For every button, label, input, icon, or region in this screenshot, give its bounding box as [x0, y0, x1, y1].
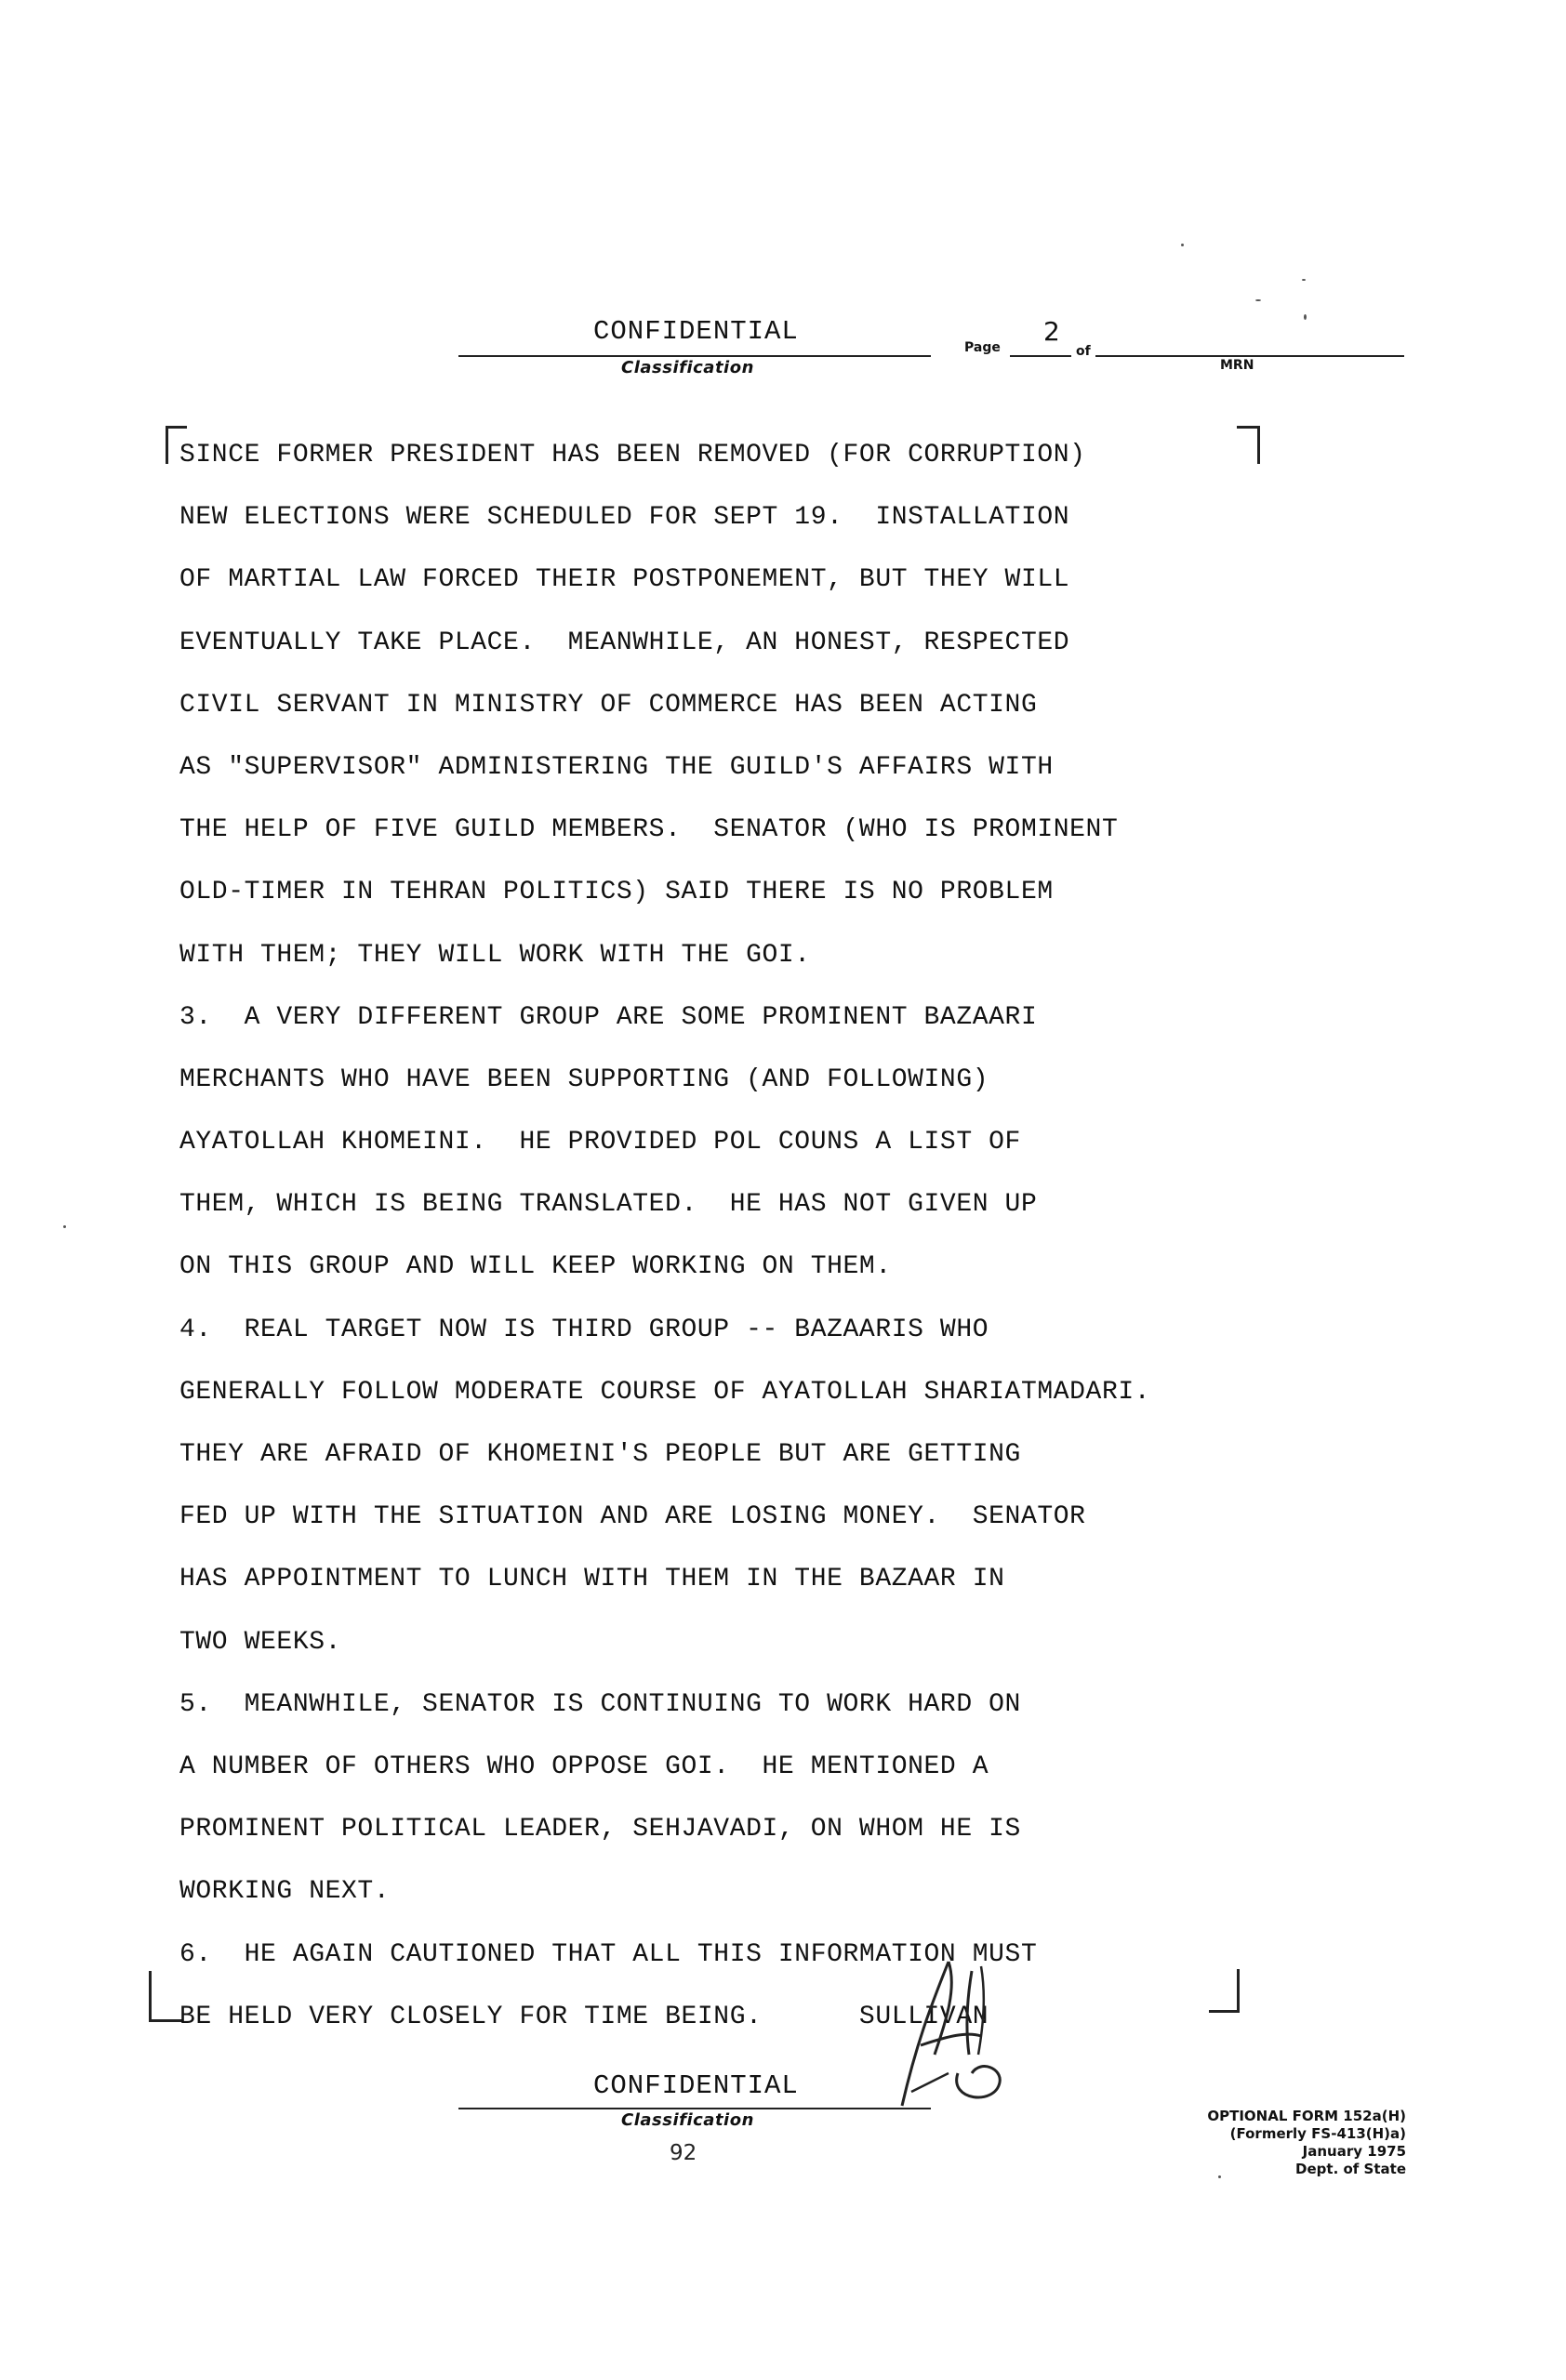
body-line: THE HELP OF FIVE GUILD MEMBERS. SENATOR (WHO IS PROMINENT [179, 815, 1119, 845]
body-line: EVENTUALLY TAKE PLACE. MEANWHILE, AN HONEST, RESPECTED [179, 628, 1070, 657]
body-line: A NUMBER OF OTHERS WHO OPPOSE GOI. HE MENTIONED A [179, 1752, 989, 1781]
body-line: AS "SUPERVISOR" ADMINISTERING THE GUILD'S AFFAIRS WITH [179, 752, 1054, 782]
footer-classification-rule [458, 2108, 931, 2109]
scan-speck [1304, 314, 1307, 320]
body-line: MERCHANTS WHO HAVE BEEN SUPPORTING (AND FOLLOWING) [179, 1064, 989, 1094]
footer-page-number: 92 [670, 2141, 697, 2165]
body-line: SINCE FORMER PRESIDENT HAS BEEN REMOVED (FOR CORRUPTION) [179, 441, 1086, 469]
signoff-line: BE HELD VERY CLOSELY FOR TIME BEING. SULLIVAN [179, 2002, 989, 2031]
body-line: PROMINENT POLITICAL LEADER, SEHJAVADI, ON WHOM HE IS [179, 1815, 1021, 1844]
scan-speck [63, 1225, 66, 1228]
body-line: HAS APPOINTMENT TO LUNCH WITH THEM IN THE BAZAAR IN [179, 1565, 1005, 1594]
header-classification-label: Classification [621, 358, 754, 377]
body-line: ON THIS GROUP AND WILL KEEP WORKING ON THEM. [179, 1252, 892, 1282]
header-classification-rule [458, 355, 931, 357]
mrn-rule [1095, 355, 1404, 357]
body-line: CIVIL SERVANT IN MINISTRY OF COMMERCE HAS BEEN ACTING [179, 690, 1038, 720]
bracket-bottom-left [149, 1971, 183, 2022]
scan-speck [1181, 244, 1184, 246]
form-line: (Formerly FS-413(H)a) [1229, 2125, 1406, 2142]
form-line: January 1975 [1302, 2143, 1406, 2160]
body-line: NEW ELECTIONS WERE SCHEDULED FOR SEPT 19. INSTALLATION [179, 503, 1070, 533]
form-designation [1079, 2108, 1406, 2178]
paragraph-5-line: 5. MEANWHILE, SENATOR IS CONTINUING TO WORK HARD ON [179, 1689, 1021, 1719]
header-classification: CONFIDENTIAL [593, 316, 799, 347]
form-line: Dept. of State [1295, 2161, 1406, 2177]
cable-body [179, 435, 1388, 2059]
scan-speck [1255, 299, 1261, 301]
handwritten-initials-icon [893, 1943, 1032, 2120]
page-number: 2 [1043, 316, 1060, 347]
scan-speck [1302, 279, 1306, 281]
form-line: OPTIONAL FORM 152a(H) [1207, 2108, 1406, 2124]
body-line: WITH THEM; THEY WILL WORK WITH THE GOI. [179, 940, 811, 970]
body-line: AYATOLLAH KHOMEINI. HE PROVIDED POL COUNS A LIST OF [179, 1128, 1021, 1157]
body-line: TWO WEEKS. [179, 1627, 342, 1657]
body-line: OLD-TIMER IN TEHRAN POLITICS) SAID THERE IS NO PROBLEM [179, 878, 1054, 907]
page-number-rule [1010, 355, 1071, 357]
footer-classification-label: Classification [621, 2110, 754, 2130]
body-line: OF MARTIAL LAW FORCED THEIR POSTPONEMENT, BUT THEY WILL [179, 565, 1070, 595]
body-line: WORKING NEXT. [179, 1877, 391, 1907]
page-label: Page [964, 340, 1001, 355]
scan-speck [1218, 2175, 1221, 2178]
body-line: THEY ARE AFRAID OF KHOMEINI'S PEOPLE BUT ARE GETTING [179, 1440, 1021, 1469]
paragraph-6-line: 6. HE AGAIN CAUTIONED THAT ALL THIS INFORMATION MUST [179, 1939, 1038, 1969]
paragraph-4-line: 4. REAL TARGET NOW IS THIRD GROUP -- BAZAARIS WHO [179, 1315, 989, 1344]
of-label: of [1076, 344, 1091, 359]
footer-classification: CONFIDENTIAL [593, 2070, 799, 2101]
mrn-label: MRN [1220, 358, 1254, 373]
body-line: FED UP WITH THE SITUATION AND ARE LOSING MONEY. SENATOR [179, 1502, 1086, 1532]
body-line: GENERALLY FOLLOW MODERATE COURSE OF AYATOLLAH SHARIATMADARI. [179, 1377, 1151, 1407]
body-line: THEM, WHICH IS BEING TRANSLATED. HE HAS NOT GIVEN UP [179, 1190, 1038, 1220]
paragraph-3-line: 3. A VERY DIFFERENT GROUP ARE SOME PROMINENT BAZAARI [179, 1002, 1038, 1032]
